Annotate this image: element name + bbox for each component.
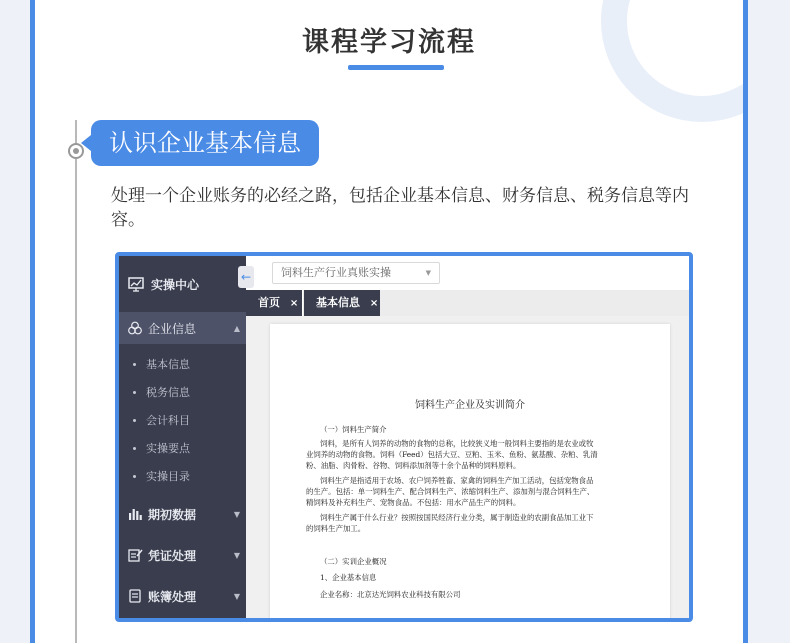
top-bar [246,256,689,291]
sidebar-subitem-key-points[interactable] [119,434,246,462]
book-icon [127,588,143,604]
doc-line: 粉、油脂、肉骨粉、谷物、饲料添加剂等十余个品种的饲料原料。 [306,461,521,470]
sidebar-group-opening-data[interactable] [119,496,246,532]
sidebar-subitem-label: 实操要点 [146,442,190,455]
tab-bar [246,290,689,316]
sidebar [119,256,246,618]
doc-line: （二）实训企业概况 [320,557,387,566]
sidebar-menu-label: 企业信息 [148,321,197,336]
chart-board-icon [127,275,145,293]
timeline-line [75,120,77,643]
arrow-left-icon: ← [240,270,252,284]
course-select-value: 饲料生产行业真账实操 [281,266,391,279]
chevron-down-icon: ▼ [233,510,240,519]
tab-basic-info[interactable] [304,290,380,316]
edit-doc-icon [127,547,143,563]
document-viewer[interactable] [246,316,689,618]
sidebar-header-label: 实操中心 [151,277,200,292]
sidebar-subitem-tax-info[interactable] [119,378,246,406]
doc-line: 精饲料及补充料生产、宠物食品。不包括：用水产品生产的饲料。 [306,498,521,507]
sidebar-subitem-catalog[interactable] [119,462,246,490]
app-screenshot [115,252,693,622]
title-underline [348,65,444,70]
doc-line: 饲料，是所有人饲养的动物的食物的总称，比较狭义地一般饲料主要指的是农业或牧 [320,439,594,448]
decorative-ring [601,0,748,122]
close-icon[interactable]: × [369,298,379,309]
chevron-down-icon: ▼ [425,269,431,277]
doc-line: 饲料生产属于什么行业？按照按国民经济行业分类，属于制造业的农副食品加工业下 [320,513,594,522]
page-title: 课程学习流程 [302,27,476,58]
sidebar-group-label: 凭证处理 [148,548,197,563]
collapse-sidebar-button[interactable] [238,266,254,288]
sidebar-group-voucher[interactable] [119,537,246,573]
document-title: 饲料生产企业及实训简介 [415,400,525,411]
sidebar-header[interactable] [119,256,246,312]
sidebar-group-label: 期初数据 [148,507,197,522]
sidebar-group-ledger[interactable] [119,578,246,614]
sidebar-subitem-accounts[interactable] [119,406,246,434]
tab-label: 首页 [258,296,280,309]
doc-line: 业饲养的动物的食物。饲料（Feed）包括大豆、豆粕、玉米、鱼粉、氨基酸、杂粕、乳清 [306,450,598,459]
sidebar-subitem-basic-info[interactable] [119,350,246,378]
sidebar-subitem-label: 实操目录 [146,470,190,483]
doc-line: 1、企业基本信息 [320,573,377,582]
doc-line: （一）饲料生产简介 [320,425,387,434]
sidebar-menu-company-info[interactable] [119,312,246,344]
bullet-icon [133,391,136,394]
doc-line: 饲料生产是指适用于农场、农户饲养牲畜、家禽的饲料生产加工活动，包括宠物食品 [320,476,594,485]
bullet-icon [133,447,136,450]
section-description: 处理一个企业账务的必经之路，包括企业基本信息、财务信息、税务信息等内容。 [111,186,689,230]
bullet-icon [133,419,136,422]
doc-line: 的生产。包括：单一饲料生产、配合饲料生产、浓缩饲料生产、添加剂与混合饲料生产、 [306,487,595,496]
doc-line: 企业名称：北京达光饲料农业科技有限公司 [320,590,461,599]
doc-line: 的饲料生产加工。 [306,524,366,533]
section-tag: 认识企业基本信息 [91,120,319,166]
chevron-down-icon: ▼ [233,592,240,601]
chevron-down-icon: ▼ [233,551,240,560]
sidebar-subitem-label: 税务信息 [146,386,190,399]
bar-chart-icon [127,506,143,522]
tab-home[interactable] [246,290,303,316]
course-select[interactable] [272,262,440,284]
bullet-icon [133,363,136,366]
sidebar-group-label: 账簿处理 [148,589,197,604]
tab-label: 基本信息 [316,296,360,309]
sidebar-subitem-label: 基本信息 [146,358,190,371]
document-page [270,324,670,622]
course-flow-page [30,0,748,643]
chevron-up-icon: ▲ [233,324,240,333]
sidebar-subitem-label: 会计科目 [146,414,190,427]
bullet-icon [133,475,136,478]
close-icon[interactable]: × [289,298,299,309]
circles-icon [127,320,143,336]
